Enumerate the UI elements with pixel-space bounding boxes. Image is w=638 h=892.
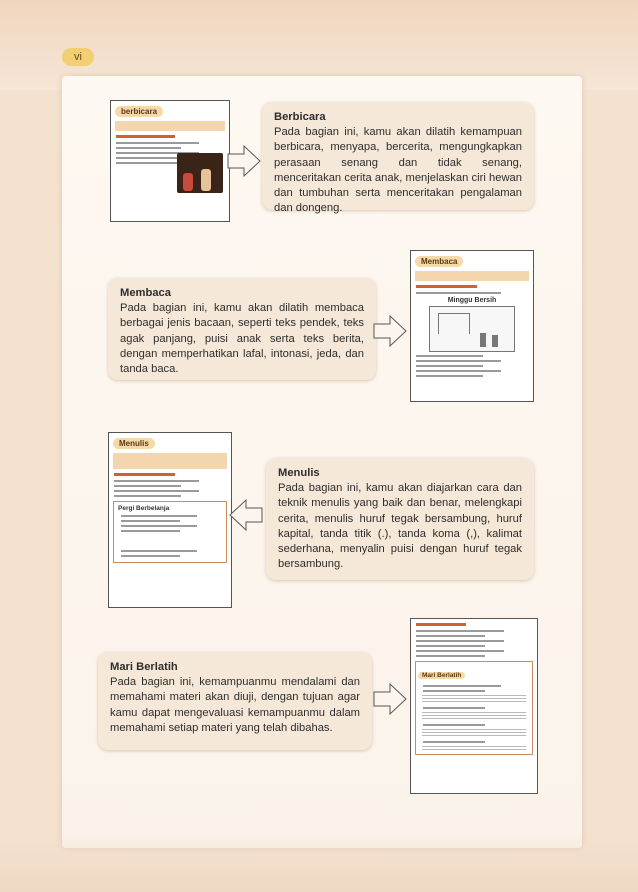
berbicara-title: Berbicara <box>274 111 326 123</box>
membaca-thumbnail-label: Membaca <box>415 256 463 267</box>
mari-berlatih-thumbnail <box>410 618 538 794</box>
menulis-thumbnail <box>108 432 232 608</box>
berbicara-arrow-icon <box>226 144 262 178</box>
membaca-thumbnail <box>410 250 534 402</box>
berbicara-box <box>262 102 534 215</box>
berbicara-thumbnail <box>110 100 230 222</box>
mari-berlatih-thumbnail-label: Mari Berlatih <box>418 672 465 679</box>
mari-berlatih-title: Mari Berlatih <box>110 661 178 673</box>
membaca-illustration <box>429 306 515 352</box>
membaca-box <box>108 278 376 380</box>
berbicara-illustration <box>177 153 223 193</box>
membaca-thumbnail-heading: Minggu Bersih <box>447 297 497 304</box>
mari-berlatih-thumbnail-panel <box>415 661 533 755</box>
page-number-badge: vi <box>62 48 94 66</box>
menulis-arrow-icon <box>228 498 264 532</box>
membaca-text: Pada bagian ini, kamu akan dilatih membaca berbagai jenis bacaan, seperti teks pendek, teks agak panjang, puisi anak serta teks berita, dengan memperhatikan lafal, intonasi, jeda, dan tanda baca. <box>120 302 364 376</box>
menulis-box <box>266 458 534 580</box>
membaca-arrow-icon <box>372 314 408 348</box>
mari-berlatih-arrow-icon <box>372 682 408 716</box>
menulis-title: Menulis <box>278 467 320 479</box>
menulis-thumbnail-label: Menulis <box>113 438 155 449</box>
menulis-thumbnail-poem <box>113 501 227 563</box>
berbicara-text: Pada bagian ini, kamu akan dilatih kemampuan berbicara, menyapa, bercerita, mengungkapkan perasaan senang dan tidak senang, menceritakan cerita anak, menjelaskan ciri hewan dan tumbuhan serta menceritakan pengalaman dan dongeng. <box>274 126 522 215</box>
mari-berlatih-text: Pada bagian ini, kemampuanmu mendalami dan memahami materi akan diuji, dengan tujuan agar kamu dapat mengevaluasi kemampuanmu dalam memahami setiap materi yang telah dibahas. <box>110 676 360 734</box>
berbicara-thumbnail-label: berbicara <box>115 106 163 117</box>
mari-berlatih-box <box>98 652 372 750</box>
page-bottom-band <box>0 832 638 892</box>
menulis-thumbnail-poem-title: Pergi Berbelanja <box>118 505 170 512</box>
membaca-title: Membaca <box>120 287 171 299</box>
menulis-text: Pada bagian ini, kamu akan diajarkan cara dan teknik menulis yang baik dan benar, melengkapi cerita, menulis huruf tegak bersambung, huruf kapital, tanda titik (.), tanda koma (,), kalimat sederhana, menyalin puisi dengan huruf tegak bersambung. <box>278 482 522 571</box>
